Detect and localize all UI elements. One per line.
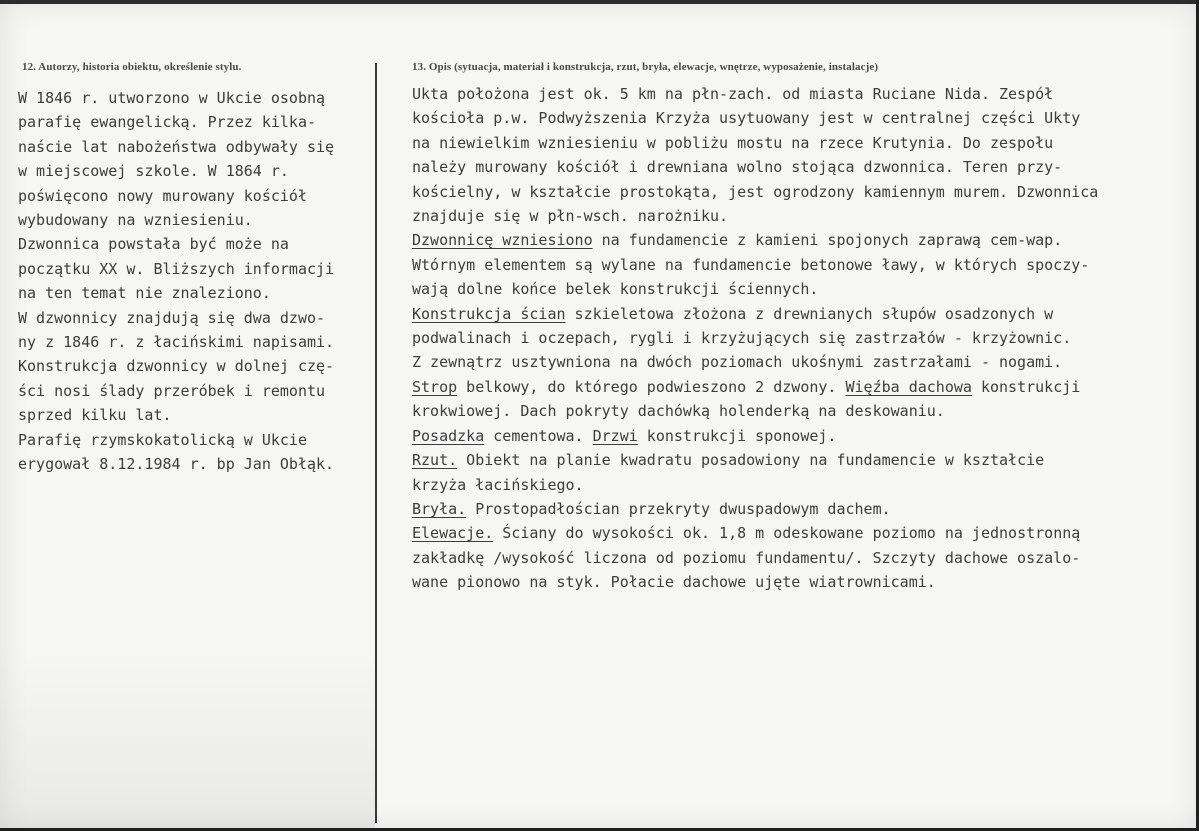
description-text-run: podwalinach i oczepach, rygli i krzyżujących się zastrzałów - krzyżownic. [412,329,1072,348]
description-line [412,399,1192,423]
description-text-run: Wtórnym elementem są wylane na fundamencie betonowe ławy, w których spoczy- [412,255,1090,274]
description-text-run: krzyża łacińskiego. [412,475,584,494]
description-line [412,570,1192,594]
description-line [412,521,1192,545]
paper-smudge [0,650,375,831]
history-line: W 1846 r. utworzono w Ukcie osobną [18,89,326,107]
description-line [412,473,1192,497]
history-line: Dzwonnica powstała być może na [18,235,289,254]
section-13-header: 13. Opis (sytuacja, materiał i konstrukcja, rzut, bryła, elewacje, wnętrze, wyposażenie, instalacje) [412,61,879,73]
description-text-run: na fundamencie z kamieni spojonych zaprawą cem-wap. [592,231,1063,250]
column-divider [375,63,377,823]
description-text-run: znajduje się w płn-wsch. narożniku. [412,207,729,226]
description-text-run: Obiekt na planie kwadratu posadowiony na fundamencie w kształcie [457,451,1045,470]
description-line [412,228,1192,252]
section-heading: Bryła. [412,499,467,518]
description-text-run: cementowa. [484,426,593,445]
history-line: naście lat nabożeństwa odbywały się [18,137,335,156]
history-line: ny z 1846 r. z łacińskimi napisami. [18,333,335,352]
description-line [412,302,1192,326]
section-heading: Więźba dachowa [845,377,972,396]
section-heading: Posadzka [412,426,485,445]
description-text-run: Prostopadłościan przekryty dwuspadowym dachem. [466,499,891,518]
description-text [412,82,1192,595]
description-line [412,253,1192,277]
description-text-run: belkowy, do którego podwieszono 2 dzwony. [457,377,846,396]
history-line: Parafię rzymskokatolicką w Ukcie [18,430,307,449]
history-line: Konstrukcja dzwonnicy w dolnej czę- [18,357,335,376]
description-line [412,131,1192,155]
section-heading: Drzwi [592,426,638,445]
section-12-header: 12. Autorzy, historia obiektu, określenie stylu. [22,61,242,73]
history-line: początku XX w. Bliższych informacji [18,259,335,278]
description-text-run: kościoła p.w. Podwyższenia Krzyża usytuowany jest w centralnej części Ukty [412,109,1081,128]
section-heading: Rzut. [412,451,458,470]
description-text-run: wają dolne końce belek konstrukcji ściennych. [412,280,819,299]
description-line [412,106,1192,130]
description-text-run: Ukta położona jest ok. 5 km na płn-zach. od miasta Ruciane Nida. Zespół [412,85,1054,103]
description-line [412,82,1192,106]
description-line [412,546,1192,570]
description-text-run: konstrukcji [971,377,1081,396]
description-line [412,350,1192,374]
description-line [412,180,1192,204]
section-heading: Dzwonnicę wzniesiono [412,231,593,250]
description-text-run: Z zewnątrz usztywniona na dwóch poziomach ukośnymi zastrzałami - nogami. [412,353,1063,372]
description-text-run: krokwiowej. Dach pokryty dachówką holenderką na deskowaniu. [412,402,945,421]
description-text-run: szkieletowa złożona z drewnianych słupów osadzonych w [565,304,1054,323]
description-line [412,448,1192,472]
description-text-run: konstrukcji sponowej. [637,426,837,445]
description-text-run: wane pionowo na styk. Połacie dachowe ujęte wiatrownicami. [412,573,936,592]
history-line: parafię ewangelicką. Przez kilka- [18,113,317,132]
description-text-run: Ściany do wysokości ok. 1,8 m odeskowane poziomo na jednostronną [493,524,1081,543]
history-line: poświęcono nowy murowany kościół [18,186,307,205]
description-line [412,375,1192,399]
history-line: wybudowany na wzniesieniu. [18,211,253,230]
history-line: erygował 8.12.1984 r. bp Jan Obłąk. [18,455,335,474]
history-line: sprzed kilku lat. [18,406,172,425]
history-line: ści nosi ślady przeróbek i remontu [18,381,326,400]
history-text [18,86,374,477]
description-line [412,277,1192,301]
history-line: na ten temat nie znaleziono. [18,284,271,303]
history-line: w miejscowej szkole. W 1864 r. [18,162,289,181]
section-heading: Strop [412,377,458,396]
history-line: W dzwonnicy znajdują się dwa dzwo- [18,308,326,327]
description-text-run: kościelny, w kształcie prostokąta, jest ogrodzony kamiennym murem. Dzwonnica [412,182,1099,201]
description-line [412,424,1192,448]
description-text-run: należy murowany kościół i drewniana wolno stojąca dzwonnica. Teren przy- [412,158,1063,177]
description-text-run: zakładkę /wysokość liczona od poziomu fundamentu/. Szczyty dachowe oszalo- [412,548,1081,567]
section-heading: Elewacje. [412,524,494,543]
description-line [412,497,1192,521]
description-text-run: na niewielkim wzniesieniu w pobliżu mostu na rzece Krutynia. Do zespołu [412,133,1054,152]
description-line [412,326,1192,350]
description-line [412,155,1192,179]
description-line [412,204,1192,228]
section-heading: Konstrukcja ścian [412,304,566,323]
